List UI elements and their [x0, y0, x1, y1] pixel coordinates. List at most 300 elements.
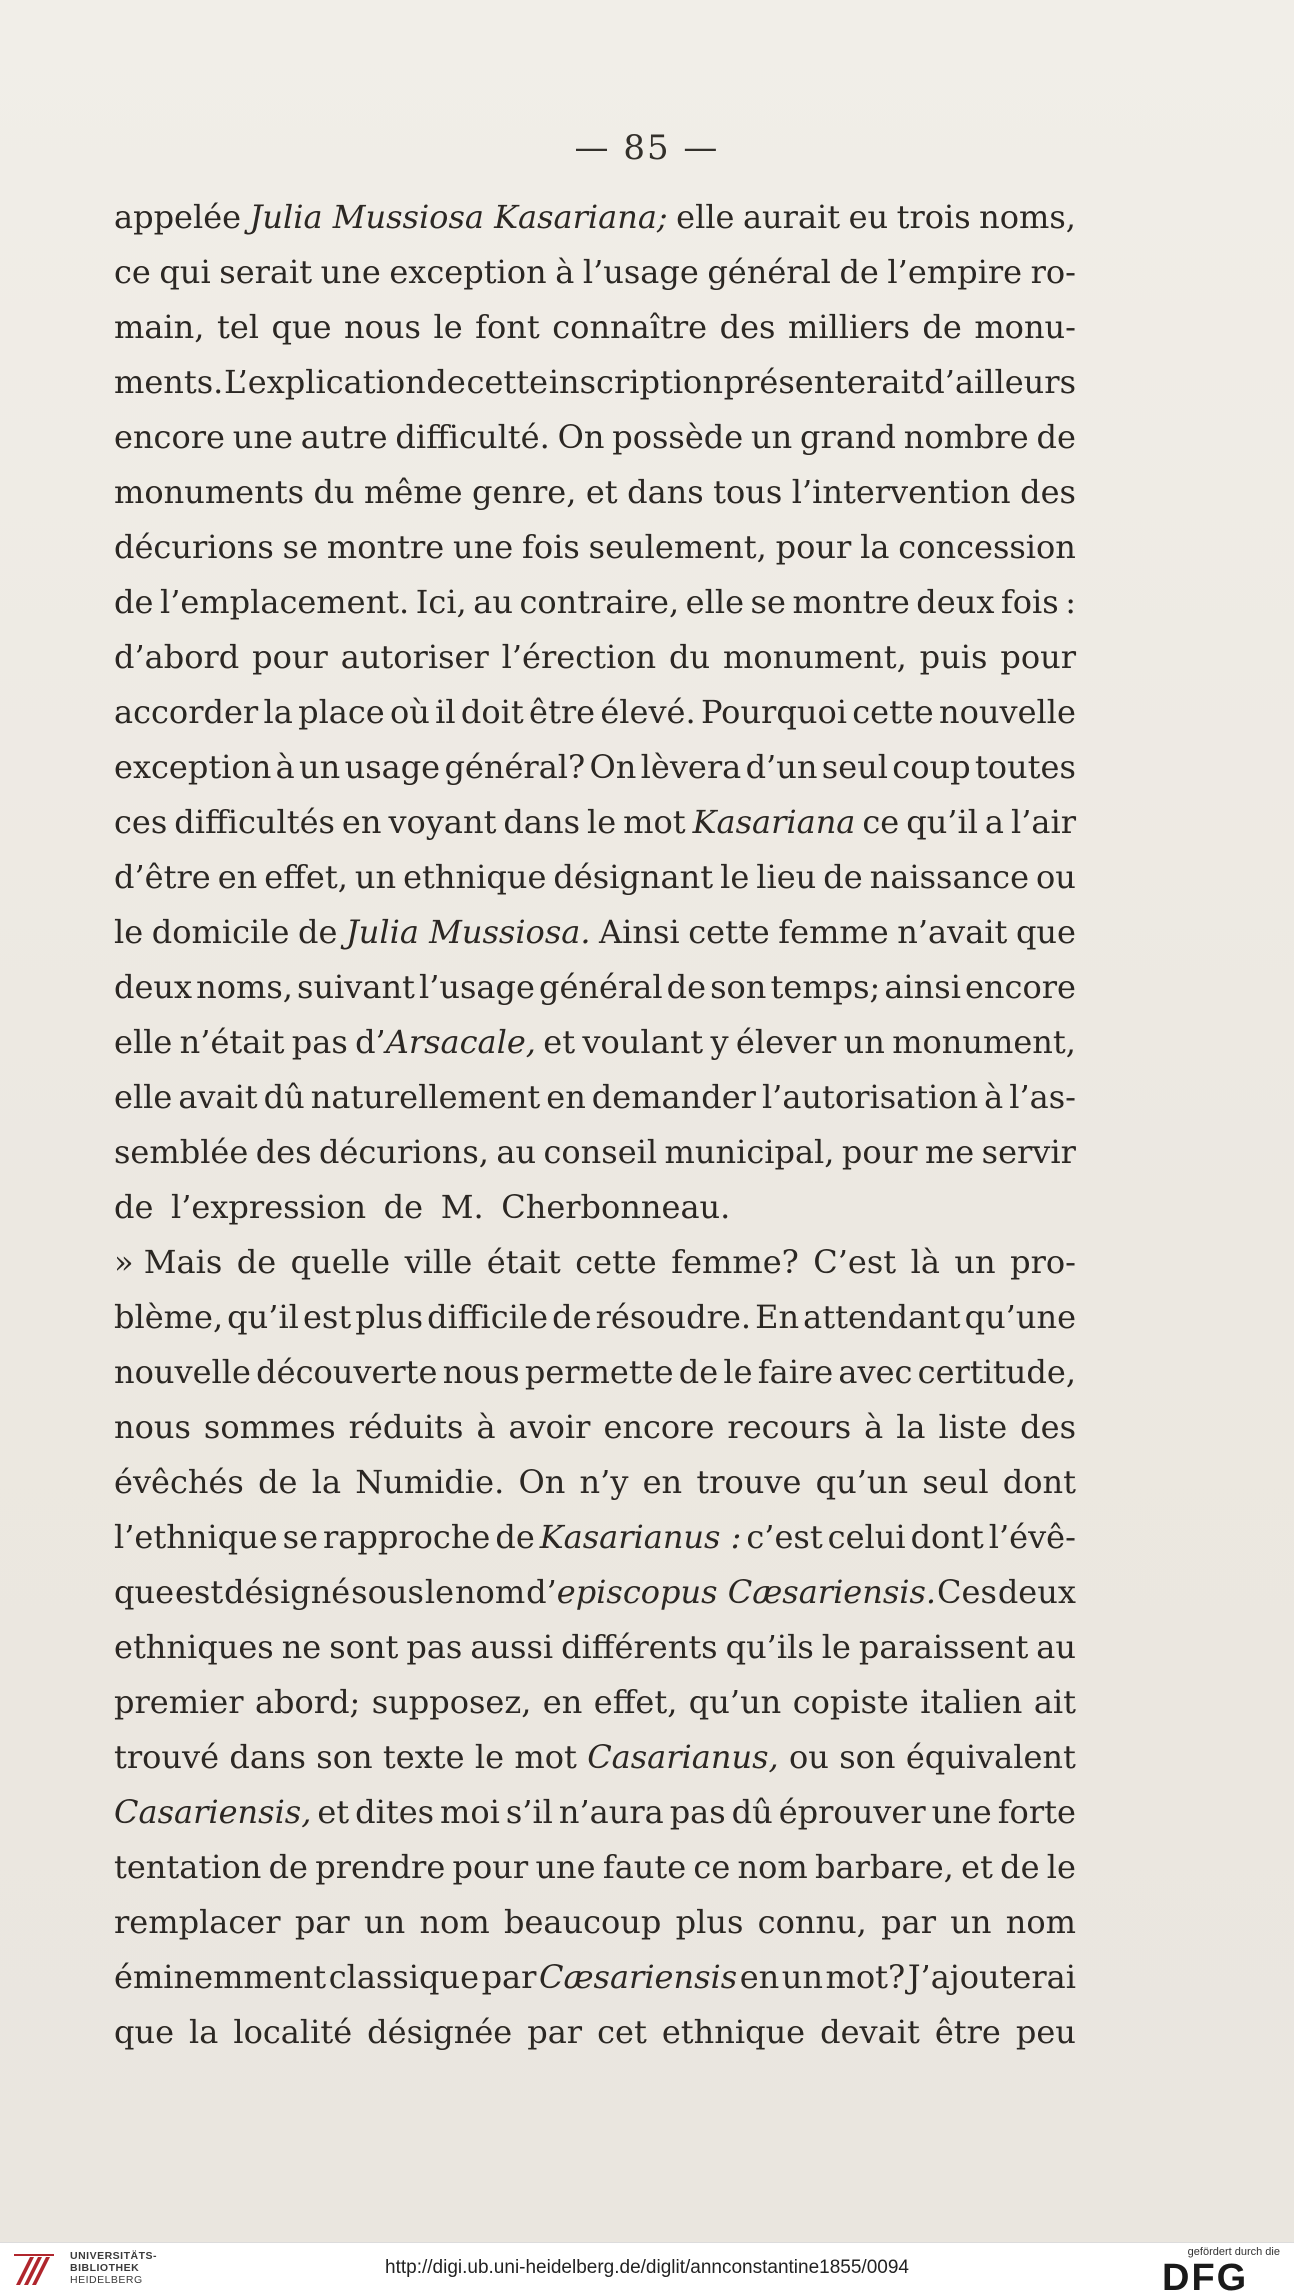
word: monument,: [723, 638, 907, 676]
word: ce: [693, 1848, 731, 1886]
word: effet,: [264, 858, 348, 896]
word: ethnique: [661, 2013, 806, 2051]
word: nom: [1005, 1903, 1076, 1941]
word: de: [236, 1243, 277, 1281]
word: moi: [440, 1793, 500, 1831]
word: au: [473, 583, 513, 621]
word: temps;: [770, 968, 881, 1006]
word: coup: [892, 748, 971, 786]
text-line: [114, 1565, 1076, 1620]
word: effet,: [593, 1683, 678, 1721]
word: permette: [524, 1353, 674, 1391]
word: la: [896, 1408, 926, 1446]
dfg-logo-text: DFG: [1162, 2259, 1249, 2293]
word: à: [864, 1408, 884, 1446]
word: Ici,: [415, 583, 467, 621]
word: un: [950, 1903, 992, 1941]
word: ce: [114, 253, 151, 291]
word: de: [495, 1518, 535, 1556]
word: le: [424, 1573, 454, 1611]
word: J’ajouterai: [907, 1958, 1076, 1996]
word: son: [839, 1738, 896, 1776]
word: noms,: [196, 968, 293, 1006]
word: il: [435, 693, 456, 731]
word: encore: [964, 968, 1076, 1006]
text-line: [114, 465, 1076, 520]
word: nouvelle: [939, 693, 1076, 731]
word: fois: [1000, 583, 1059, 621]
word: aurait: [742, 198, 841, 236]
word: être: [934, 2013, 1001, 2051]
word: lèvera: [640, 748, 742, 786]
word: lieu: [756, 858, 817, 896]
word: un: [954, 1243, 996, 1281]
word: me: [924, 1133, 975, 1171]
word: son: [710, 968, 767, 1006]
word: monument,: [892, 1023, 1076, 1061]
word: On: [557, 418, 605, 456]
word: désignée: [367, 2013, 513, 2051]
word: de: [114, 1188, 154, 1226]
word: M.: [440, 1188, 484, 1226]
word: abord;: [254, 1683, 361, 1721]
word: semblée: [114, 1133, 249, 1171]
word: d’être: [114, 858, 211, 896]
word: de: [823, 858, 863, 896]
word: que: [114, 2013, 175, 2051]
word: ainsi: [884, 968, 961, 1006]
word: une: [931, 1793, 992, 1831]
word: au: [496, 1133, 537, 1171]
word: exception: [389, 253, 547, 291]
word: cette: [688, 913, 770, 951]
word: un: [363, 1903, 406, 1941]
word: général: [538, 968, 663, 1006]
word: pour: [775, 528, 852, 566]
word: C’est: [813, 1243, 897, 1281]
word: réduits: [348, 1408, 464, 1446]
word: conseil: [543, 1133, 658, 1171]
word: :: [1065, 583, 1076, 621]
word: serait: [219, 253, 313, 291]
word: tentation: [114, 1848, 262, 1886]
word: l’évê-: [988, 1518, 1076, 1556]
text-line: [114, 1070, 1076, 1125]
word: d’ailleurs: [924, 363, 1076, 401]
word: avait: [178, 1078, 258, 1116]
word: autoriser: [340, 638, 489, 676]
word: appelée: [114, 198, 242, 236]
word: dû: [731, 1793, 773, 1831]
word: elle: [676, 198, 735, 236]
word: servir: [981, 1133, 1076, 1171]
word: femme?: [671, 1243, 799, 1281]
text-line: [114, 1290, 1076, 1345]
text-line: [114, 1895, 1076, 1950]
word: de: [839, 253, 879, 291]
dfg-logo[interactable]: [1160, 2259, 1282, 2293]
word: d’Arsacale,: [355, 1023, 536, 1061]
word: décurions,: [318, 1133, 489, 1171]
word: ments.: [114, 363, 224, 401]
word: pas: [669, 1793, 726, 1831]
word: Kasarianus :: [539, 1518, 742, 1556]
word: général: [707, 253, 831, 291]
word: qu’un: [688, 1683, 782, 1721]
text-line: [114, 1345, 1076, 1400]
word: naturellement: [310, 1078, 541, 1116]
permalink-url[interactable]: http://digi.ub.uni-heidelberg.de/diglit/annconstantine1855/0094: [385, 2257, 909, 2278]
word: demander: [591, 1078, 756, 1116]
word: monuments: [114, 473, 304, 511]
word: dans: [503, 803, 580, 841]
text-line: [114, 905, 1076, 960]
word: présenterait: [723, 363, 924, 401]
word: dû: [263, 1078, 305, 1116]
word: y: [710, 1023, 729, 1061]
word: montre: [792, 583, 910, 621]
word: à: [275, 748, 295, 786]
text-line: [114, 1730, 1076, 1785]
word: que: [271, 308, 332, 346]
word: l’ethnique: [114, 1518, 278, 1556]
word: le: [114, 913, 144, 951]
word: Ces: [937, 1573, 997, 1611]
word: noms,: [979, 198, 1076, 236]
word: rapproche: [322, 1518, 491, 1556]
word: d’episcopus Cæsariensis.: [526, 1573, 937, 1611]
word: le: [433, 308, 463, 346]
word: en: [217, 858, 258, 896]
word: pour: [841, 1133, 918, 1171]
word: prendre: [315, 1848, 446, 1886]
word: recours: [727, 1408, 852, 1446]
word: dans: [627, 473, 704, 511]
word: difficultés: [174, 803, 335, 841]
word: ce: [862, 803, 900, 841]
word: qui: [159, 253, 211, 291]
word: une: [232, 418, 293, 456]
word: le: [1046, 1848, 1076, 1886]
word: connaître: [552, 308, 708, 346]
word: aussi: [470, 1628, 554, 1666]
word: de: [666, 968, 707, 1006]
word: l’expression: [171, 1188, 367, 1226]
word: de: [383, 1188, 424, 1226]
word: des: [1020, 1408, 1076, 1446]
word: Cæsariensis: [538, 1958, 738, 1996]
word: faire: [757, 1353, 834, 1391]
word: de: [552, 1298, 592, 1336]
word: monu-: [974, 308, 1076, 346]
text-line: [114, 1840, 1076, 1895]
word: l’emplacement.: [159, 583, 410, 621]
word: plus: [355, 1298, 423, 1336]
text-line: [114, 2005, 1076, 2060]
word: décurions: [114, 528, 274, 566]
word: barbare,: [815, 1848, 954, 1886]
word: pas: [406, 1628, 463, 1666]
word: général?: [444, 748, 586, 786]
word: possède: [612, 418, 744, 456]
word: est: [174, 1573, 224, 1611]
word: deux: [916, 583, 995, 621]
word: qu’ils: [725, 1628, 814, 1666]
word: l’intervention: [791, 473, 1011, 511]
word: trois: [896, 198, 971, 236]
word: Ainsi: [599, 913, 680, 951]
word: paraissent: [858, 1628, 1029, 1666]
word: italien: [920, 1683, 1023, 1721]
word: Casariensis,: [114, 1793, 312, 1831]
text-line: [114, 1180, 1076, 1235]
word: à: [984, 1078, 1004, 1116]
word: un: [299, 748, 341, 786]
word: eu: [848, 198, 889, 236]
word: un: [751, 418, 793, 456]
word: qu’il: [227, 1298, 299, 1336]
word: ou: [1036, 858, 1076, 896]
word: connu,: [757, 1903, 867, 1941]
word: désignant: [553, 858, 714, 896]
word: du: [313, 473, 355, 511]
word: cette: [575, 1243, 657, 1281]
text-line: [114, 1125, 1076, 1180]
word: à: [476, 1408, 496, 1446]
word: ou: [789, 1738, 829, 1776]
text-line: [114, 190, 1076, 245]
word: par: [294, 1903, 350, 1941]
word: On: [518, 1463, 566, 1501]
word: là: [910, 1243, 940, 1281]
word: elle: [114, 1023, 173, 1061]
library-name-line-3: HEIDELBERG: [70, 2274, 143, 2286]
word: n’y: [579, 1463, 629, 1501]
word: ethniques: [114, 1628, 274, 1666]
word: quelle: [290, 1243, 391, 1281]
text-line: [114, 850, 1076, 905]
word: pour: [452, 1848, 529, 1886]
viewer-footer: [0, 2242, 1294, 2293]
word: par: [481, 1958, 537, 1996]
word: un: [354, 858, 397, 896]
word: nombre: [903, 418, 1029, 456]
word: classique: [328, 1958, 480, 1996]
word: élever: [735, 1023, 837, 1061]
word: est: [302, 1298, 352, 1336]
word: au: [1036, 1628, 1076, 1666]
text-line: [114, 1235, 1076, 1290]
word: en: [542, 1683, 583, 1721]
word: suivant: [297, 968, 415, 1006]
word: trouve: [696, 1463, 802, 1501]
text-line: [114, 300, 1076, 355]
word: dites: [355, 1793, 435, 1831]
word: l’as-: [1009, 1078, 1076, 1116]
word: milliers: [787, 308, 910, 346]
word: des: [719, 308, 776, 346]
word: plus: [675, 1903, 744, 1941]
word: avec: [838, 1353, 913, 1391]
word: celui: [827, 1518, 906, 1556]
text-line: [114, 795, 1076, 850]
word: et: [317, 1793, 350, 1831]
word: la: [311, 1463, 342, 1501]
word: liste: [938, 1408, 1008, 1446]
word: ethnique: [403, 858, 547, 896]
word: Julia Mussiosa.: [345, 913, 591, 951]
word: contraire,: [519, 583, 680, 621]
word: n’avait: [897, 913, 1008, 951]
word: et: [585, 473, 618, 511]
word: premier: [114, 1683, 244, 1721]
word: voulant: [582, 1023, 704, 1061]
text-line: [114, 245, 1076, 300]
word: nom: [419, 1903, 490, 1941]
text-line: [114, 1510, 1076, 1565]
word: à: [555, 253, 575, 291]
word: avoir: [508, 1408, 591, 1446]
word: une: [535, 1848, 596, 1886]
word: du: [669, 638, 711, 676]
word: son: [316, 1738, 373, 1776]
word: supposez,: [371, 1683, 532, 1721]
word: concession: [898, 528, 1076, 566]
word: nous: [344, 308, 421, 346]
word: localité: [233, 2013, 353, 2051]
word: de: [426, 363, 466, 401]
word: elle: [685, 583, 745, 621]
word: la: [860, 528, 890, 566]
word: pas: [291, 1023, 348, 1061]
word: que: [1015, 913, 1076, 951]
page-number: — 85 —: [574, 128, 720, 168]
word: désigné: [224, 1573, 351, 1611]
word: l’autorisation: [761, 1078, 979, 1116]
word: le: [723, 1353, 753, 1391]
word: en: [642, 1463, 683, 1501]
word: blème,: [114, 1298, 224, 1336]
word: nom: [454, 1573, 526, 1611]
word: élevé.: [600, 693, 696, 731]
word: mot?: [825, 1958, 906, 1996]
word: remplacer: [114, 1903, 281, 1941]
word: nom: [737, 1848, 808, 1886]
word: On: [589, 748, 637, 786]
word: beaucoup: [503, 1903, 662, 1941]
word: place: [298, 693, 385, 731]
word: en: [341, 803, 382, 841]
word: certitude,: [917, 1353, 1076, 1391]
text-line: [114, 575, 1076, 630]
word: elle: [114, 1078, 173, 1116]
text-line: [114, 630, 1076, 685]
word: être: [529, 693, 596, 731]
word: inscription: [548, 363, 723, 401]
word: nous: [114, 1408, 191, 1446]
word: accorder: [114, 693, 259, 731]
word: n’aura: [558, 1793, 664, 1831]
text-line: [114, 740, 1076, 795]
word: Kasariana: [692, 803, 856, 841]
word: éminemment: [114, 1958, 327, 1996]
text-line: [114, 685, 1076, 740]
word: difficulté.: [395, 418, 550, 456]
word: nouvelle: [114, 1353, 251, 1391]
word: difficile: [427, 1298, 549, 1336]
word: où: [390, 693, 430, 731]
text-line: [114, 520, 1076, 575]
word: d’un: [745, 748, 818, 786]
word: tel: [216, 308, 259, 346]
word: l’usage: [582, 253, 699, 291]
word: domicile: [151, 913, 290, 951]
word: tous: [713, 473, 783, 511]
word: a: [984, 803, 1004, 841]
word: le: [586, 803, 617, 841]
word: cette: [466, 363, 549, 401]
text-line: [114, 1785, 1076, 1840]
text-line: [114, 355, 1076, 410]
word: qu’une: [964, 1298, 1076, 1336]
word: que: [114, 1573, 175, 1611]
word: des: [255, 1133, 312, 1171]
word: montre: [326, 528, 445, 566]
word: Pourquoi: [700, 693, 847, 731]
word: sont: [329, 1628, 399, 1666]
word: encore: [114, 418, 225, 456]
word: d’abord: [114, 638, 240, 676]
word: peu: [1015, 2013, 1076, 2051]
word: l’usage: [418, 968, 535, 1006]
word: main,: [114, 308, 205, 346]
word: naissance: [869, 858, 1030, 896]
word: ro-: [1030, 253, 1076, 291]
library-name-line-1: UNIVERSITÄTS-: [70, 2250, 158, 2262]
word: le: [474, 1738, 505, 1776]
word: mot: [514, 1738, 577, 1776]
text-line: [114, 1620, 1076, 1675]
word: Julia Mussiosa Kasariana;: [249, 198, 668, 236]
word: En: [755, 1298, 800, 1336]
word: s’il: [505, 1793, 553, 1831]
word: équivalent: [905, 1738, 1076, 1776]
word: résoudre.: [595, 1298, 752, 1336]
word: fois: [522, 528, 580, 566]
word: dans: [229, 1738, 306, 1776]
word: le: [720, 858, 750, 896]
word: l’air: [1010, 803, 1076, 841]
word: Casarianus,: [587, 1738, 779, 1776]
word: même: [363, 473, 463, 511]
word: deux: [997, 1573, 1076, 1611]
word: et: [543, 1023, 576, 1061]
word: Numidie.: [355, 1463, 505, 1501]
word: encore: [603, 1408, 715, 1446]
text-line: [114, 1015, 1076, 1070]
word: la: [189, 2013, 219, 2051]
word: dont: [910, 1518, 984, 1556]
word: un: [781, 1958, 823, 1996]
word: qu’il: [906, 803, 978, 841]
word: » Mais: [114, 1243, 223, 1281]
word: Cherbonneau.: [501, 1188, 731, 1226]
word: toutes: [974, 748, 1076, 786]
word: l’empire: [887, 253, 1023, 291]
word: par: [881, 1903, 936, 1941]
library-name-line-2: BIBLIOTHEK: [70, 2262, 140, 2274]
funded-by-label: gefördert durch die: [1187, 2246, 1280, 2258]
